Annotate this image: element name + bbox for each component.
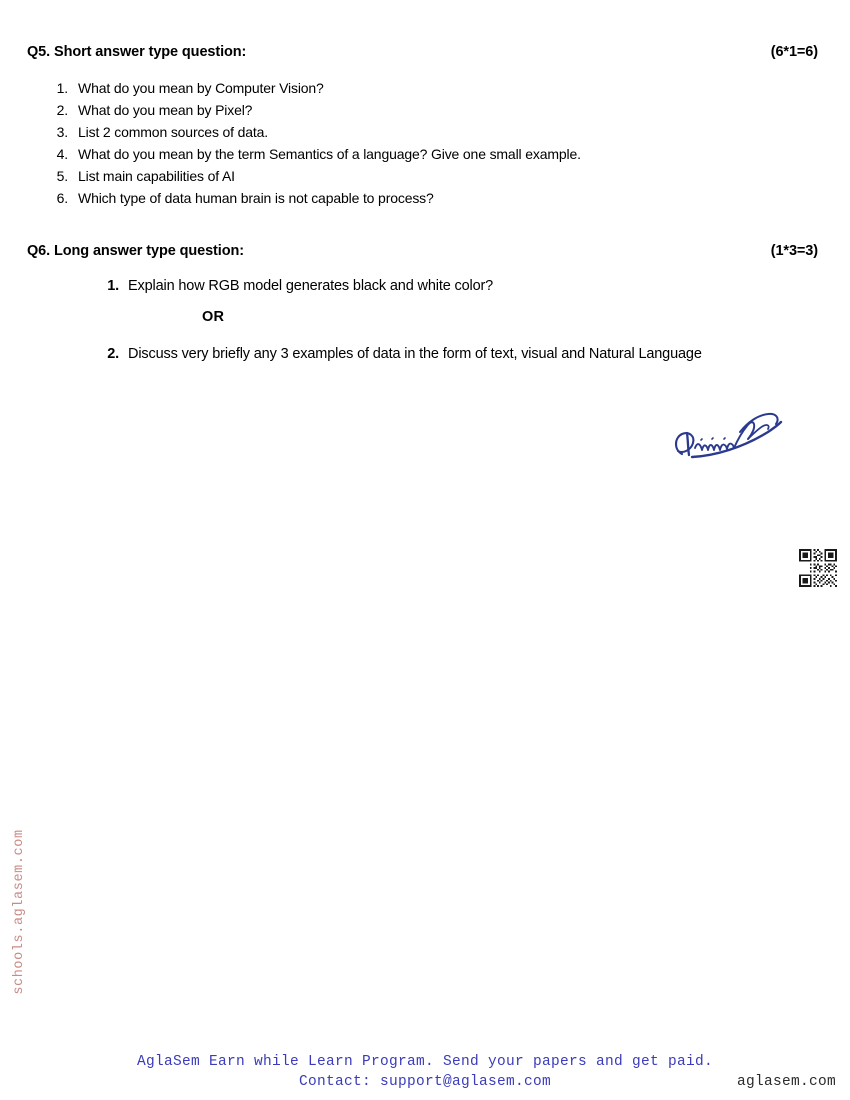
- q6-title: Q6. Long answer type question:: [27, 243, 244, 259]
- list-item: [52, 187, 581, 209]
- q5-item-5-number: 5.: [56, 168, 68, 184]
- q5-item-4-number: 4.: [56, 146, 68, 162]
- q6-question-list-after-or: [105, 342, 702, 366]
- q6-item-2-number: 2.: [107, 346, 119, 362]
- q5-item-1-number: 1.: [56, 80, 68, 96]
- list-item: [52, 99, 581, 121]
- or-separator-label: OR: [202, 309, 225, 325]
- list-item: [52, 121, 581, 143]
- q5-item-3-text: List 2 common sources of data.: [78, 124, 269, 140]
- question-section-q6: [0, 243, 850, 265]
- page-footer: [0, 1050, 850, 1100]
- list-item: [52, 165, 581, 187]
- qr-code-icon: [799, 549, 837, 587]
- q5-title: Q5. Short answer type question:: [27, 44, 247, 60]
- list-item: [105, 342, 702, 366]
- q5-item-4-text: What do you mean by the term Semantics of a language? Give one small example.: [78, 146, 581, 162]
- q6-question-list-before-or: [105, 274, 493, 298]
- q6-item-1-text: Explain how RGB model generates black and white color?: [128, 278, 494, 294]
- list-item: [52, 143, 581, 165]
- q6-item-2-text: Discuss very briefly any 3 examples of data in the form of text, visual and Natural Language: [128, 346, 702, 362]
- q5-marks: (6*1=6): [770, 44, 818, 60]
- list-item: [105, 274, 493, 298]
- q5-item-2-text: What do you mean by Pixel?: [78, 102, 253, 118]
- q6-header-row: [0, 243, 850, 265]
- footer-contact-line: Contact: support@aglasem.com: [298, 1074, 552, 1090]
- q5-item-6-text: Which type of data human brain is not capable to process?: [78, 190, 434, 206]
- footer-promo-line: AglaSem Earn while Learn Program. Send your papers and get paid.: [136, 1054, 714, 1070]
- footer-brand-label: aglasem.com: [736, 1074, 836, 1090]
- q6-marks: (1*3=3): [770, 243, 818, 259]
- question-section-q5: [0, 44, 850, 66]
- handwritten-signature-icon: [668, 406, 790, 468]
- q5-item-1-text: What do you mean by Computer Vision?: [78, 80, 324, 96]
- list-item: [52, 77, 581, 99]
- q5-header-row: [0, 44, 850, 66]
- side-watermark: schools.aglasem.com: [12, 829, 27, 995]
- q5-item-3-number: 3.: [56, 124, 68, 140]
- q5-item-5-text: List main capabilities of AI: [78, 168, 235, 184]
- q6-item-1-number: 1.: [107, 278, 119, 294]
- q5-question-list: [52, 77, 581, 209]
- q5-item-6-number: 6.: [56, 190, 68, 206]
- q5-item-2-number: 2.: [56, 102, 68, 118]
